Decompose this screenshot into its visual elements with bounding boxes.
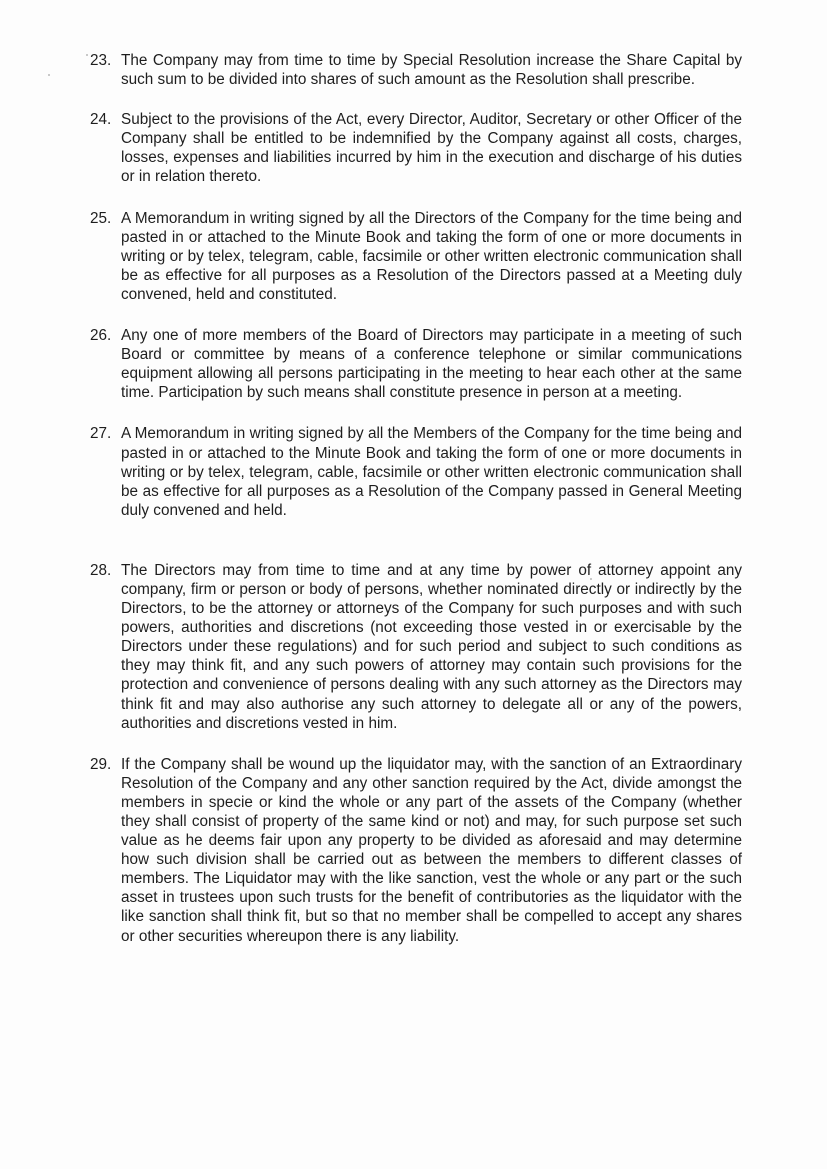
clause-number: 24. [90, 111, 112, 129]
clause-24 [90, 110, 742, 186]
clause-28 [90, 561, 742, 733]
clause-27 [90, 424, 742, 519]
clause-text: The Directors may from time to time and at any time by power of attorney appoint any company, firm or person or body of persons, whether nominated directly or indirectly by the Directors, to be the attorney or attorneys of the Company for such purposes and with such powers, authorities and discretions (not exceeding those vested in or exercisable by the Directors under these regulations) and for such period and subject to such conditions as they may think fit, and any such powers of attorney may contain such provisions for the protection and convenience of persons dealing with any such attorney as the Directors may think fit and may also authorise any such attorney to delegate all or any of the powers, authorities and discretions vested in him. [121, 561, 742, 732]
clause-number: 27. [90, 425, 112, 443]
clause-number: 28. [90, 561, 112, 579]
clause-number: 26. [90, 327, 112, 345]
clause-text: A Memorandum in writing signed by all the Directors of the Company for the time being and pasted in or attached to the Minute Book and taking the form of one or more documents in writing or by telex, telegram, cable, facsimile or other written electronic communication shall be as effective for all purposes as a Resolution of the Directors passed at a Meeting duly convened, held and constituted. [121, 209, 742, 303]
clause-number: 25. [90, 209, 112, 227]
clause-text: Any one of more members of the Board of Directors may participate in a meeting of such Board or committee by means of a conference telephone or similar communications equipment allowing all persons participating in the meeting to hear each other at the same time. Participation by such means shall constitute presence in person at a meeting. [121, 327, 742, 402]
clause-text: The Company may from time to time by Special Resolution increase the Share Capital by such sum to be divided into shares of such amount as the Resolution shall prescribe. [121, 52, 742, 89]
scan-speck [86, 54, 88, 56]
clause-text: Subject to the provisions of the Act, every Director, Auditor, Secretary or other Officer of the Company shall be entitled to be indemnified by the Company against all costs, charges, losses, expenses and liabilities incurred by him in the execution and discharge of his duties or in relation thereto. [121, 111, 742, 186]
clause-26 [90, 326, 742, 402]
clause-text: A Memorandum in writing signed by all the Members of the Company for the time being and pasted in or attached to the Minute Book and taking the form of one or more documents in writing or by telex, telegram, cable, facsimile or other written electronic communication shall be as effective for all purposes as a Resolution of the Company passed in General Meeting duly convened and held. [121, 425, 742, 519]
clause-number: 23. [90, 52, 112, 69]
clause-23 [90, 51, 742, 89]
clause-number: 29. [90, 755, 112, 773]
clause-list [90, 46, 742, 946]
clause-25 [90, 209, 742, 304]
scan-speck [48, 74, 50, 76]
clause-29 [90, 755, 742, 946]
clause-text: If the Company shall be wound up the liquidator may, with the sanction of an Extraordinary Resolution of the Company and any other sanction required by the Act, divide amongst the members in specie or kind the whole or any part of the assets of the Company (whether they shall consist of property of the same kind or not) and may, for such purpose set such value as he deems fair upon any property to be divided as aforesaid and may determine how such division shall be carried out as between the members to different classes of members. The Liquidator may with the like sanction, vest the whole or any part or the such asset in trustees upon such trusts for the benefit of contributories as the liquidator with the like sanction shall think fit, but so that no member shall be compelled to accept any shares or other securities whereupon there is any liability. [121, 755, 742, 945]
